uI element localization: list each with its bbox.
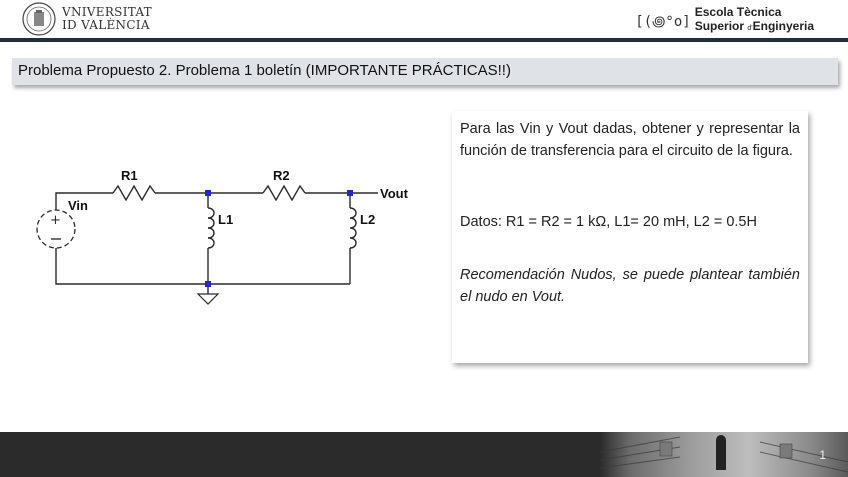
building-photo-icon	[600, 432, 848, 477]
school-name-enginyeria: Enginyeria	[752, 18, 814, 33]
school-logo	[635, 3, 814, 37]
node-l1-top	[205, 190, 211, 196]
school-name-line1: Escola Tècnica	[694, 4, 782, 19]
label-vin: Vin	[68, 198, 88, 213]
label-l2: L2	[360, 212, 376, 227]
university-logo	[22, 2, 152, 36]
wire-bottom	[56, 248, 350, 284]
label-r1: R1	[121, 168, 138, 183]
source-plus-icon: +	[50, 213, 61, 228]
label-vout: Vout	[380, 186, 408, 201]
slide-title: Problema Propuesto 2. Problema 1 boletín (IMPORTANTE PRÁCTICAS!!)	[18, 62, 511, 79]
school-name-de: d'	[747, 24, 753, 32]
header-divider	[0, 38, 848, 42]
university-name	[62, 6, 152, 32]
node-l2-top	[347, 190, 353, 196]
label-l1: L1	[218, 212, 234, 227]
ground-icon	[198, 294, 218, 304]
slide-title-bar	[12, 58, 838, 85]
footer-building-photo	[600, 432, 848, 477]
page-number: 1	[819, 448, 826, 462]
circuit-diagram	[28, 160, 428, 310]
resistor-r2	[263, 186, 305, 200]
school-name-line2	[695, 19, 814, 36]
problem-data: Datos: R1 = R2 = 1 kΩ, L1= 20 mH, L2 = 0.5H	[460, 214, 757, 230]
resistor-r1	[113, 186, 155, 200]
inductor-l2	[350, 208, 356, 248]
school-name-superior: Superior	[694, 18, 745, 33]
university-name-line1: VNIVERSITAT	[62, 5, 152, 19]
problem-statement-box	[452, 111, 808, 363]
node-ground	[205, 281, 211, 287]
school-mark-icon: [(꩜°o]	[635, 13, 691, 30]
slide-header	[0, 0, 848, 40]
label-r2: R2	[273, 168, 290, 183]
university-seal-icon	[22, 2, 56, 36]
university-name-line2: ID VALÈNCIA	[62, 18, 150, 32]
school-name	[695, 5, 814, 36]
inductor-l1	[208, 208, 214, 248]
problem-statement: Para las Vin y Vout dadas, obtener y representar la función de transferencia para el circuito de la figura.	[460, 121, 800, 159]
problem-recommendation: Recomendación Nudos, se puede plantear también el nudo en Vout.	[460, 267, 800, 305]
